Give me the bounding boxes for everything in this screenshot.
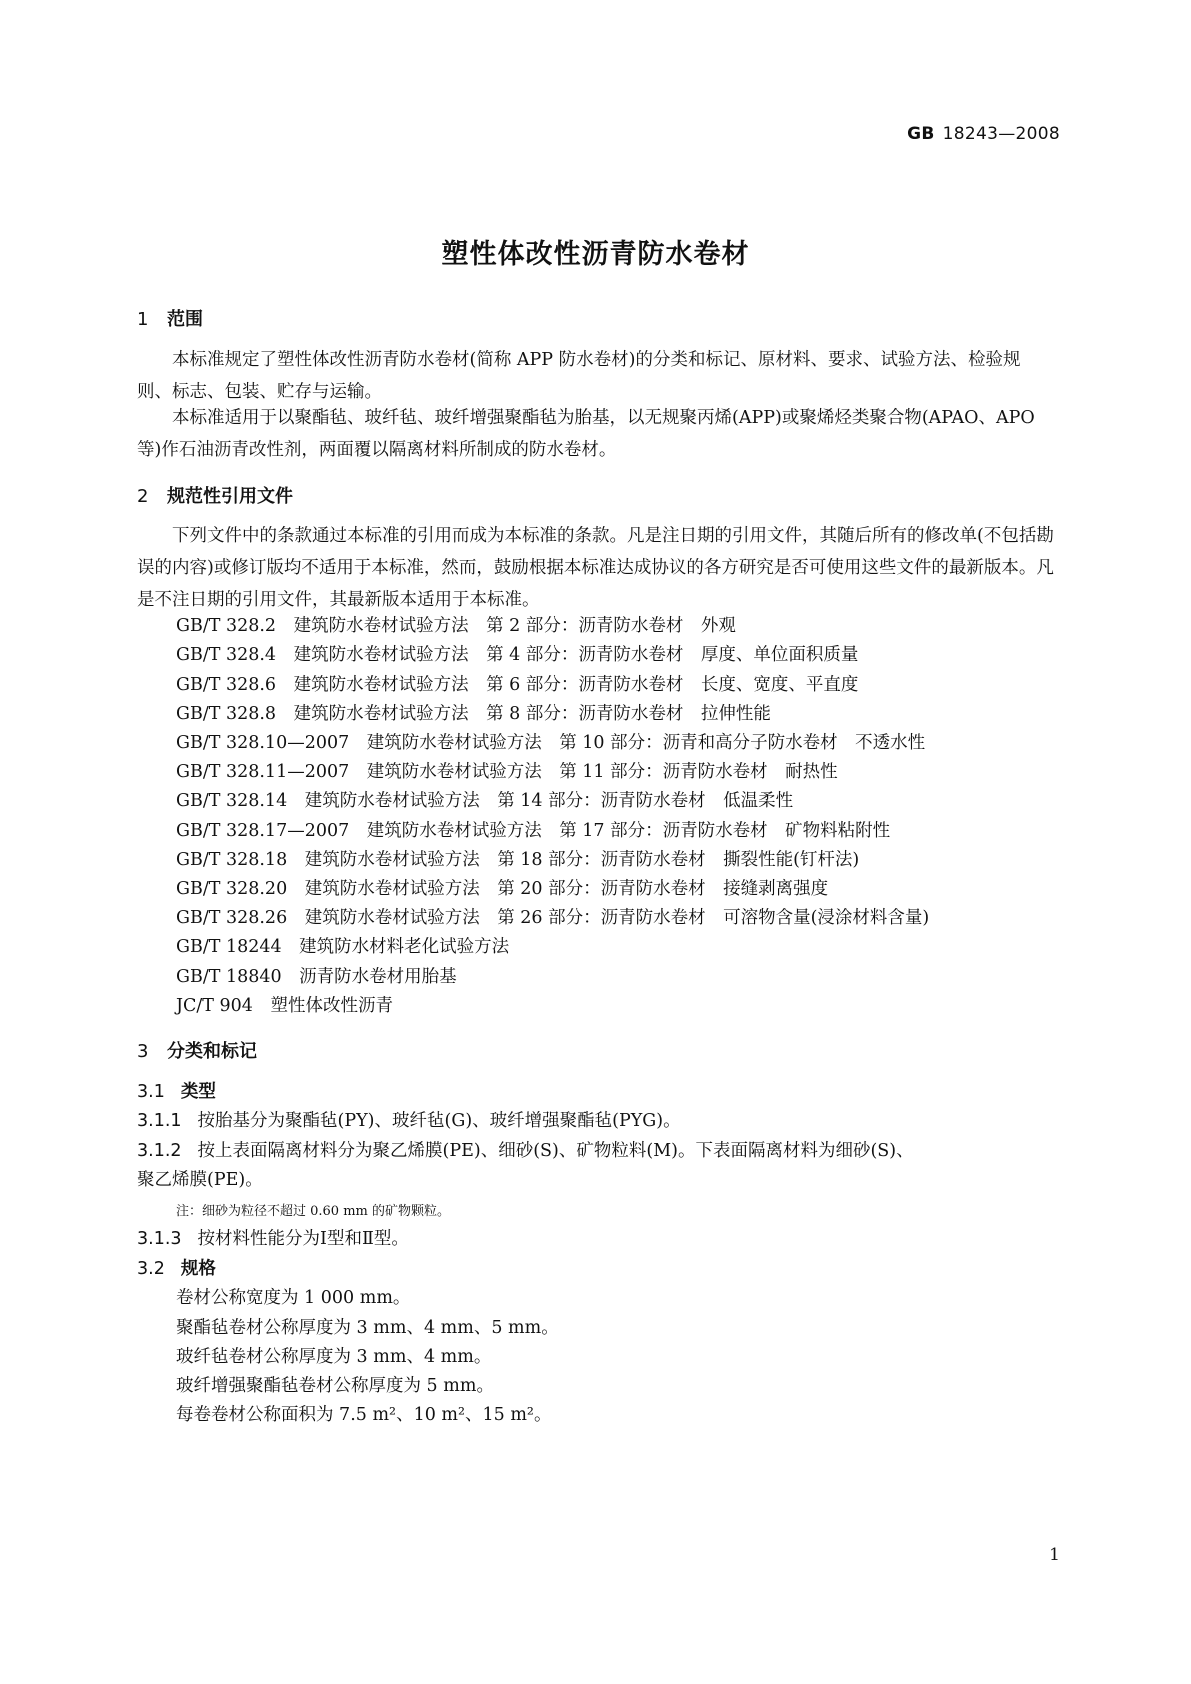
reference-item: GB/T 328.26 建筑防水卷材试验方法 第 26 部分：沥青防水卷材 可溶物含量(浸涂材料含量): [176, 908, 930, 928]
reference-item: GB/T 18840 沥青防水卷材用胎基: [176, 967, 457, 987]
clause-3-1-1: 3.1.1 按胎基分为聚酯毡(PY)、玻纤毡(G)、玻纤增强聚酯毡(PYG)。: [137, 1111, 681, 1131]
reference-item: JC/T 904 塑性体改性沥青: [176, 996, 393, 1016]
spec-item: 玻纤毡卷材公称厚度为 3 mm、4 mm。: [176, 1347, 492, 1367]
section-1-heading: 1 范围: [137, 309, 203, 330]
section-1-paragraph-2: 本标准适用于以聚酯毡、玻纤毡、玻纤增强聚酯毡为胎基，以无规聚丙烯(APP)或聚烯烃类聚合物(APAO、APO 等)作石油沥青改性剂，两面覆以隔离材料所制成的防水卷材。: [137, 408, 1035, 460]
reference-item: GB/T 18244 建筑防水材料老化试验方法: [176, 937, 510, 957]
reference-item: GB/T 328.6 建筑防水卷材试验方法 第 6 部分：沥青防水卷材 长度、宽度、平直度: [176, 675, 859, 695]
reference-item: GB/T 328.8 建筑防水卷材试验方法 第 8 部分：沥青防水卷材 拉伸性能: [176, 704, 771, 724]
spec-item: 每卷卷材公称面积为 7.5 m²、10 m²、15 m²。: [176, 1405, 552, 1425]
note: 注：细砂为粒径不超过 0.60 mm 的矿物颗粒。: [176, 1204, 450, 1219]
document-title: 塑性体改性沥青防水卷材: [441, 239, 750, 270]
clause-3-1-2: 3.1.2 按上表面隔离材料分为聚乙烯膜(PE)、细砂(S)、矿物粒料(M)。下表面隔离材料为细砂(S)、: [137, 1141, 914, 1161]
section-2-heading: 2 规范性引用文件: [137, 486, 293, 507]
spec-item: 玻纤增强聚酯毡卷材公称厚度为 5 mm。: [176, 1376, 494, 1396]
spec-item: 聚酯毡卷材公称厚度为 3 mm、4 mm、5 mm。: [176, 1318, 559, 1338]
section-3-heading: 3 分类和标记: [137, 1041, 257, 1062]
reference-item: GB/T 328.2 建筑防水卷材试验方法 第 2 部分：沥青防水卷材 外观: [176, 616, 736, 636]
reference-item: GB/T 328.17—2007 建筑防水卷材试验方法 第 17 部分：沥青防水卷材 矿物料粘附性: [176, 821, 891, 841]
section-1-paragraph-1: 本标准规定了塑性体改性沥青防水卷材(简称 APP 防水卷材)的分类和标记、原材料、要求、试验方法、检验规则、标志、包装、贮存与运输。: [137, 350, 1021, 402]
clause-3-1-3: 3.1.3 按材料性能分为Ⅰ型和Ⅱ型。: [137, 1229, 409, 1249]
clause-3-1-2-continued: 聚乙烯膜(PE)。: [137, 1170, 263, 1190]
reference-item: GB/T 328.11—2007 建筑防水卷材试验方法 第 11 部分：沥青防水卷材 耐热性: [176, 762, 838, 782]
page-number: 1: [1049, 1545, 1060, 1565]
spec-item: 卷材公称宽度为 1 000 mm。: [176, 1288, 411, 1308]
standard-number: GB 18243—2008: [907, 124, 1060, 144]
subsection-3-1-heading: 3.1 类型: [137, 1082, 216, 1102]
section-2-paragraph: 下列文件中的条款通过本标准的引用而成为本标准的条款。凡是注日期的引用文件，其随后所有的修改单(不包括勘误的内容)或修订版均不适用于本标准，然而，鼓励根据本标准达成协议的各方研究是否可使用这些文件的最新版本。凡是不注日期的引用文件，其最新版本适用于本标准。: [137, 526, 1054, 610]
reference-item: GB/T 328.4 建筑防水卷材试验方法 第 4 部分：沥青防水卷材 厚度、单位面积质量: [176, 645, 859, 665]
reference-item: GB/T 328.18 建筑防水卷材试验方法 第 18 部分：沥青防水卷材 撕裂性能(钉杆法): [176, 850, 860, 870]
reference-item: GB/T 328.20 建筑防水卷材试验方法 第 20 部分：沥青防水卷材 接缝剥离强度: [176, 879, 829, 899]
reference-item: GB/T 328.14 建筑防水卷材试验方法 第 14 部分：沥青防水卷材 低温柔性: [176, 791, 794, 811]
subsection-3-2-heading: 3.2 规格: [137, 1259, 216, 1279]
reference-item: GB/T 328.10—2007 建筑防水卷材试验方法 第 10 部分：沥青和高分子防水卷材 不透水性: [176, 733, 926, 753]
